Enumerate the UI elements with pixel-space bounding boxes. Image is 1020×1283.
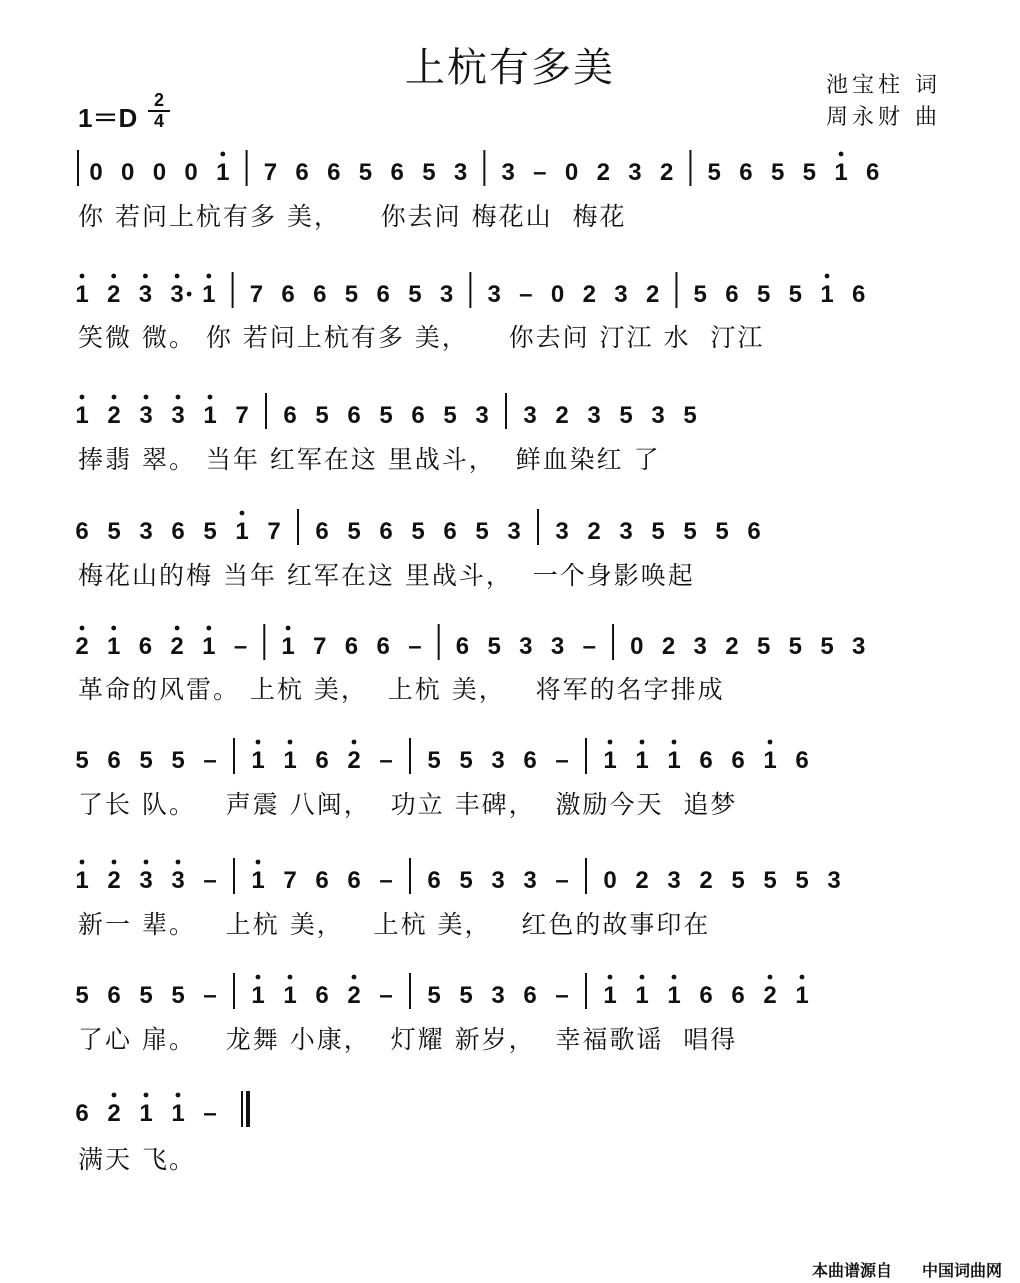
- note: 1: [635, 747, 649, 774]
- note-dash: –: [582, 633, 596, 660]
- high-octave-dot: [111, 274, 116, 279]
- note: 5: [683, 402, 697, 429]
- note: 5: [651, 518, 665, 545]
- note: 6: [75, 1100, 89, 1127]
- note-dash: –: [203, 982, 217, 1009]
- note: 6: [315, 518, 329, 545]
- note-dash: –: [533, 159, 547, 186]
- composer: 周永财 曲: [826, 105, 941, 130]
- note: 1: [107, 633, 121, 660]
- high-octave-dot: [608, 740, 613, 745]
- note: 6: [107, 982, 121, 1009]
- high-octave-dot: [839, 152, 844, 157]
- note: 3: [453, 159, 468, 186]
- note: 3: [487, 281, 501, 308]
- note: 5: [315, 402, 329, 429]
- high-octave-dot: [768, 975, 773, 980]
- note: 3: [170, 281, 184, 308]
- note: 3: [523, 867, 537, 894]
- note: 6: [313, 281, 327, 308]
- note-dash: –: [519, 281, 533, 308]
- note: 0: [630, 633, 644, 660]
- note: 1: [251, 982, 265, 1009]
- note: 3: [614, 281, 628, 308]
- note: 6: [171, 518, 185, 545]
- note: 1: [283, 747, 297, 774]
- note: 1: [235, 518, 249, 545]
- lyric-line-1: 你 若问上杭有多 美， 你去问 梅花山 梅花: [78, 202, 627, 231]
- note: 1: [251, 747, 265, 774]
- high-octave-dot: [80, 395, 85, 400]
- note: 5: [358, 159, 373, 186]
- key-signature: 1＝D: [78, 103, 138, 133]
- note: 6: [731, 747, 745, 774]
- note: 0: [89, 159, 103, 186]
- note: 6: [523, 982, 537, 1009]
- note: 5: [171, 747, 185, 774]
- high-octave-dot: [672, 740, 677, 745]
- lyric-line-7: 新一 辈。 上杭 美， 上杭 美， 红色的故事印在: [78, 910, 711, 939]
- note: 5: [770, 159, 785, 186]
- note: 7: [235, 402, 249, 429]
- high-octave-dot: [80, 274, 85, 279]
- note: 3: [555, 518, 569, 545]
- note: 1: [139, 1100, 153, 1127]
- page-title: 上杭有多美: [405, 45, 615, 91]
- high-octave-dot: [608, 975, 613, 980]
- high-octave-dot: [144, 1093, 149, 1098]
- note: 3: [693, 633, 707, 660]
- note: 0: [603, 867, 617, 894]
- note: 6: [443, 518, 457, 545]
- note: 2: [659, 159, 674, 186]
- note: 6: [725, 281, 739, 308]
- note-dash: –: [555, 982, 569, 1009]
- high-octave-dot: [256, 975, 261, 980]
- note: 1: [603, 747, 617, 774]
- note: 6: [138, 633, 153, 660]
- note: 5: [459, 867, 473, 894]
- note: 1: [635, 982, 649, 1009]
- lyric-line-6: 了长 队。 声震 八闽， 功立 丰碑， 激励今天 追梦: [78, 790, 738, 819]
- source-site: 中国词曲网: [922, 1261, 1003, 1280]
- note: 5: [475, 518, 489, 545]
- note: 2: [347, 747, 361, 774]
- note: 5: [820, 633, 834, 660]
- note: 3: [628, 159, 642, 186]
- note: 5: [487, 633, 501, 660]
- note: 1: [203, 402, 217, 429]
- note: 1: [281, 633, 295, 660]
- note: 3: [501, 159, 515, 186]
- note: 3: [171, 402, 185, 429]
- high-octave-dot: [176, 395, 181, 400]
- note: 5: [715, 518, 729, 545]
- note: 1: [171, 1100, 185, 1127]
- high-octave-dot: [240, 511, 245, 516]
- high-octave-dot: [288, 740, 293, 745]
- note: 7: [313, 633, 327, 660]
- note: 3: [171, 867, 185, 894]
- note: 5: [763, 867, 777, 894]
- note: 2: [75, 633, 89, 660]
- high-octave-dot: [175, 626, 180, 631]
- high-octave-dot: [175, 274, 180, 279]
- high-octave-dot: [352, 975, 357, 980]
- note: 2: [107, 1100, 121, 1127]
- note: 6: [411, 402, 425, 429]
- note: 5: [795, 867, 809, 894]
- note: 0: [564, 159, 579, 186]
- note: 2: [699, 867, 713, 894]
- note: 5: [707, 159, 721, 186]
- note: 1: [603, 982, 617, 1009]
- note: 6: [866, 159, 880, 186]
- note: 5: [619, 402, 633, 429]
- note-dash: –: [379, 867, 393, 894]
- note-dash: –: [379, 747, 393, 774]
- note: 1: [795, 982, 809, 1009]
- high-octave-dot: [286, 626, 291, 631]
- note: 6: [376, 633, 390, 660]
- high-octave-dot: [640, 975, 645, 980]
- note: 5: [347, 518, 361, 545]
- note: 6: [327, 159, 341, 186]
- note: 6: [739, 159, 753, 186]
- high-octave-dot: [176, 860, 181, 865]
- note-dash: –: [408, 633, 422, 660]
- note-dash: –: [379, 982, 393, 1009]
- note: 5: [802, 159, 817, 186]
- note: 2: [107, 867, 121, 894]
- note: 3: [852, 633, 866, 660]
- note: 1: [75, 402, 89, 429]
- high-octave-dot: [144, 395, 149, 400]
- note-dash: –: [203, 1100, 217, 1127]
- note: 7: [249, 281, 264, 308]
- note: 3: [139, 518, 153, 545]
- note: 5: [788, 633, 803, 660]
- high-octave-dot: [80, 626, 85, 631]
- note: 3: [491, 867, 505, 894]
- lyric-line-5: 革命的风雷。 上杭 美， 上杭 美， 将军的名字排成: [78, 675, 725, 704]
- high-octave-dot: [220, 152, 225, 157]
- note: 6: [379, 518, 393, 545]
- note: 0: [152, 159, 167, 186]
- note: 5: [75, 747, 89, 774]
- note: 6: [75, 518, 89, 545]
- note-dash: –: [203, 747, 217, 774]
- note: 5: [427, 982, 441, 1009]
- note: 6: [347, 867, 361, 894]
- note: 6: [390, 159, 404, 186]
- note: 3: [507, 518, 521, 545]
- note: 6: [347, 402, 361, 429]
- note-dash: –: [555, 867, 569, 894]
- note: 3: [523, 402, 537, 429]
- note: 5: [693, 281, 707, 308]
- high-octave-dot: [256, 860, 261, 865]
- note: 6: [699, 747, 713, 774]
- note: 0: [121, 159, 135, 186]
- note: 6: [523, 747, 537, 774]
- note-dash: –: [555, 747, 569, 774]
- note: 6: [315, 867, 329, 894]
- note: 0: [550, 281, 565, 308]
- note: 7: [283, 867, 297, 894]
- note: 6: [795, 747, 809, 774]
- note: 3: [139, 402, 153, 429]
- note: 5: [379, 402, 393, 429]
- source-label: 本曲谱源自: [812, 1261, 893, 1280]
- note: 2: [635, 867, 649, 894]
- note: 6: [315, 747, 329, 774]
- lyric-line-2: 笑微 微。 你 若问上杭有多 美， 你去问 汀江 水 汀江: [78, 323, 765, 352]
- meter-bottom: 4: [153, 111, 164, 131]
- augmentation-dot: [187, 292, 192, 297]
- note: 2: [661, 633, 676, 660]
- note: 5: [459, 747, 473, 774]
- note: 7: [267, 518, 281, 545]
- high-octave-dot: [80, 860, 85, 865]
- note: 1: [834, 159, 848, 186]
- note: 1: [763, 747, 777, 774]
- note: 3: [491, 747, 505, 774]
- note: 2: [763, 982, 777, 1009]
- note: 5: [344, 281, 359, 308]
- note: 6: [747, 518, 761, 545]
- high-octave-dot: [208, 395, 213, 400]
- note: 7: [263, 159, 278, 186]
- note: 6: [455, 633, 470, 660]
- note: 5: [75, 982, 89, 1009]
- meter-top: 2: [153, 90, 164, 110]
- note: 6: [107, 747, 121, 774]
- high-octave-dot: [143, 274, 148, 279]
- note: 5: [756, 633, 771, 660]
- lyricist: 池宝柱 词: [826, 73, 941, 98]
- note: 6: [731, 982, 745, 1009]
- note: 6: [376, 281, 390, 308]
- note: 5: [683, 518, 697, 545]
- high-octave-dot: [825, 274, 830, 279]
- high-octave-dot: [768, 740, 773, 745]
- note: 5: [756, 281, 771, 308]
- high-octave-dot: [672, 975, 677, 980]
- lyric-line-9: 满天 飞。: [78, 1145, 196, 1174]
- note: 5: [422, 159, 436, 186]
- lyric-line-3: 捧翡 翠。 当年 红军在这 里战斗， 鲜血染红 了: [78, 445, 661, 474]
- high-octave-dot: [206, 626, 211, 631]
- note: 0: [184, 159, 198, 186]
- note: 2: [555, 402, 569, 429]
- note: 6: [315, 982, 329, 1009]
- note: 1: [75, 281, 89, 308]
- note: 1: [75, 867, 89, 894]
- note: 6: [283, 402, 297, 429]
- note: 5: [408, 281, 422, 308]
- note-dash: –: [233, 633, 248, 660]
- note: 5: [411, 518, 425, 545]
- high-octave-dot: [800, 975, 805, 980]
- note: 5: [203, 518, 217, 545]
- note: 1: [667, 982, 681, 1009]
- note: 3: [667, 867, 681, 894]
- note-dash: –: [203, 867, 217, 894]
- note: 2: [587, 518, 601, 545]
- high-octave-dot: [352, 740, 357, 745]
- note: 5: [443, 402, 457, 429]
- high-octave-dot: [256, 740, 261, 745]
- note: 6: [427, 867, 441, 894]
- note: 1: [216, 159, 230, 186]
- note: 3: [491, 982, 505, 1009]
- note: 1: [283, 982, 297, 1009]
- high-octave-dot: [176, 1093, 181, 1098]
- note: 2: [582, 281, 596, 308]
- note: 5: [427, 747, 441, 774]
- lyric-line-8: 了心 扉。 龙舞 小康， 灯耀 新岁， 幸福歌谣 唱得: [78, 1025, 738, 1054]
- note: 2: [725, 633, 739, 660]
- note: 3: [619, 518, 633, 545]
- high-octave-dot: [112, 1093, 117, 1098]
- note: 1: [820, 281, 834, 308]
- note: 3: [138, 281, 153, 308]
- note: 3: [587, 402, 601, 429]
- note: 3: [827, 867, 841, 894]
- note: 3: [550, 633, 565, 660]
- note: 1: [202, 281, 216, 308]
- lyric-line-4: 梅花山的梅 当年 红军在这 里战斗， 一个身影唤起: [78, 561, 695, 590]
- note: 5: [107, 518, 121, 545]
- high-octave-dot: [206, 274, 211, 279]
- high-octave-dot: [640, 740, 645, 745]
- note: 3: [439, 281, 454, 308]
- note: 5: [788, 281, 803, 308]
- high-octave-dot: [111, 626, 116, 631]
- note: 6: [295, 159, 309, 186]
- note: 5: [171, 982, 185, 1009]
- note: 6: [699, 982, 713, 1009]
- note: 6: [852, 281, 866, 308]
- note: 3: [651, 402, 665, 429]
- note: 1: [251, 867, 265, 894]
- note: 5: [139, 747, 153, 774]
- note: 2: [170, 633, 184, 660]
- note: 1: [202, 633, 216, 660]
- high-octave-dot: [144, 860, 149, 865]
- note: 2: [107, 281, 121, 308]
- high-octave-dot: [288, 975, 293, 980]
- high-octave-dot: [112, 860, 117, 865]
- note: 2: [596, 159, 610, 186]
- note: 2: [645, 281, 660, 308]
- note: 2: [347, 982, 361, 1009]
- note: 3: [475, 402, 489, 429]
- note: 2: [107, 402, 121, 429]
- note: 6: [344, 633, 359, 660]
- note: 1: [667, 747, 681, 774]
- note: 5: [731, 867, 745, 894]
- note: 5: [459, 982, 473, 1009]
- note: 5: [139, 982, 153, 1009]
- note: 6: [281, 281, 295, 308]
- high-octave-dot: [112, 395, 117, 400]
- note: 3: [139, 867, 153, 894]
- note: 3: [519, 633, 533, 660]
